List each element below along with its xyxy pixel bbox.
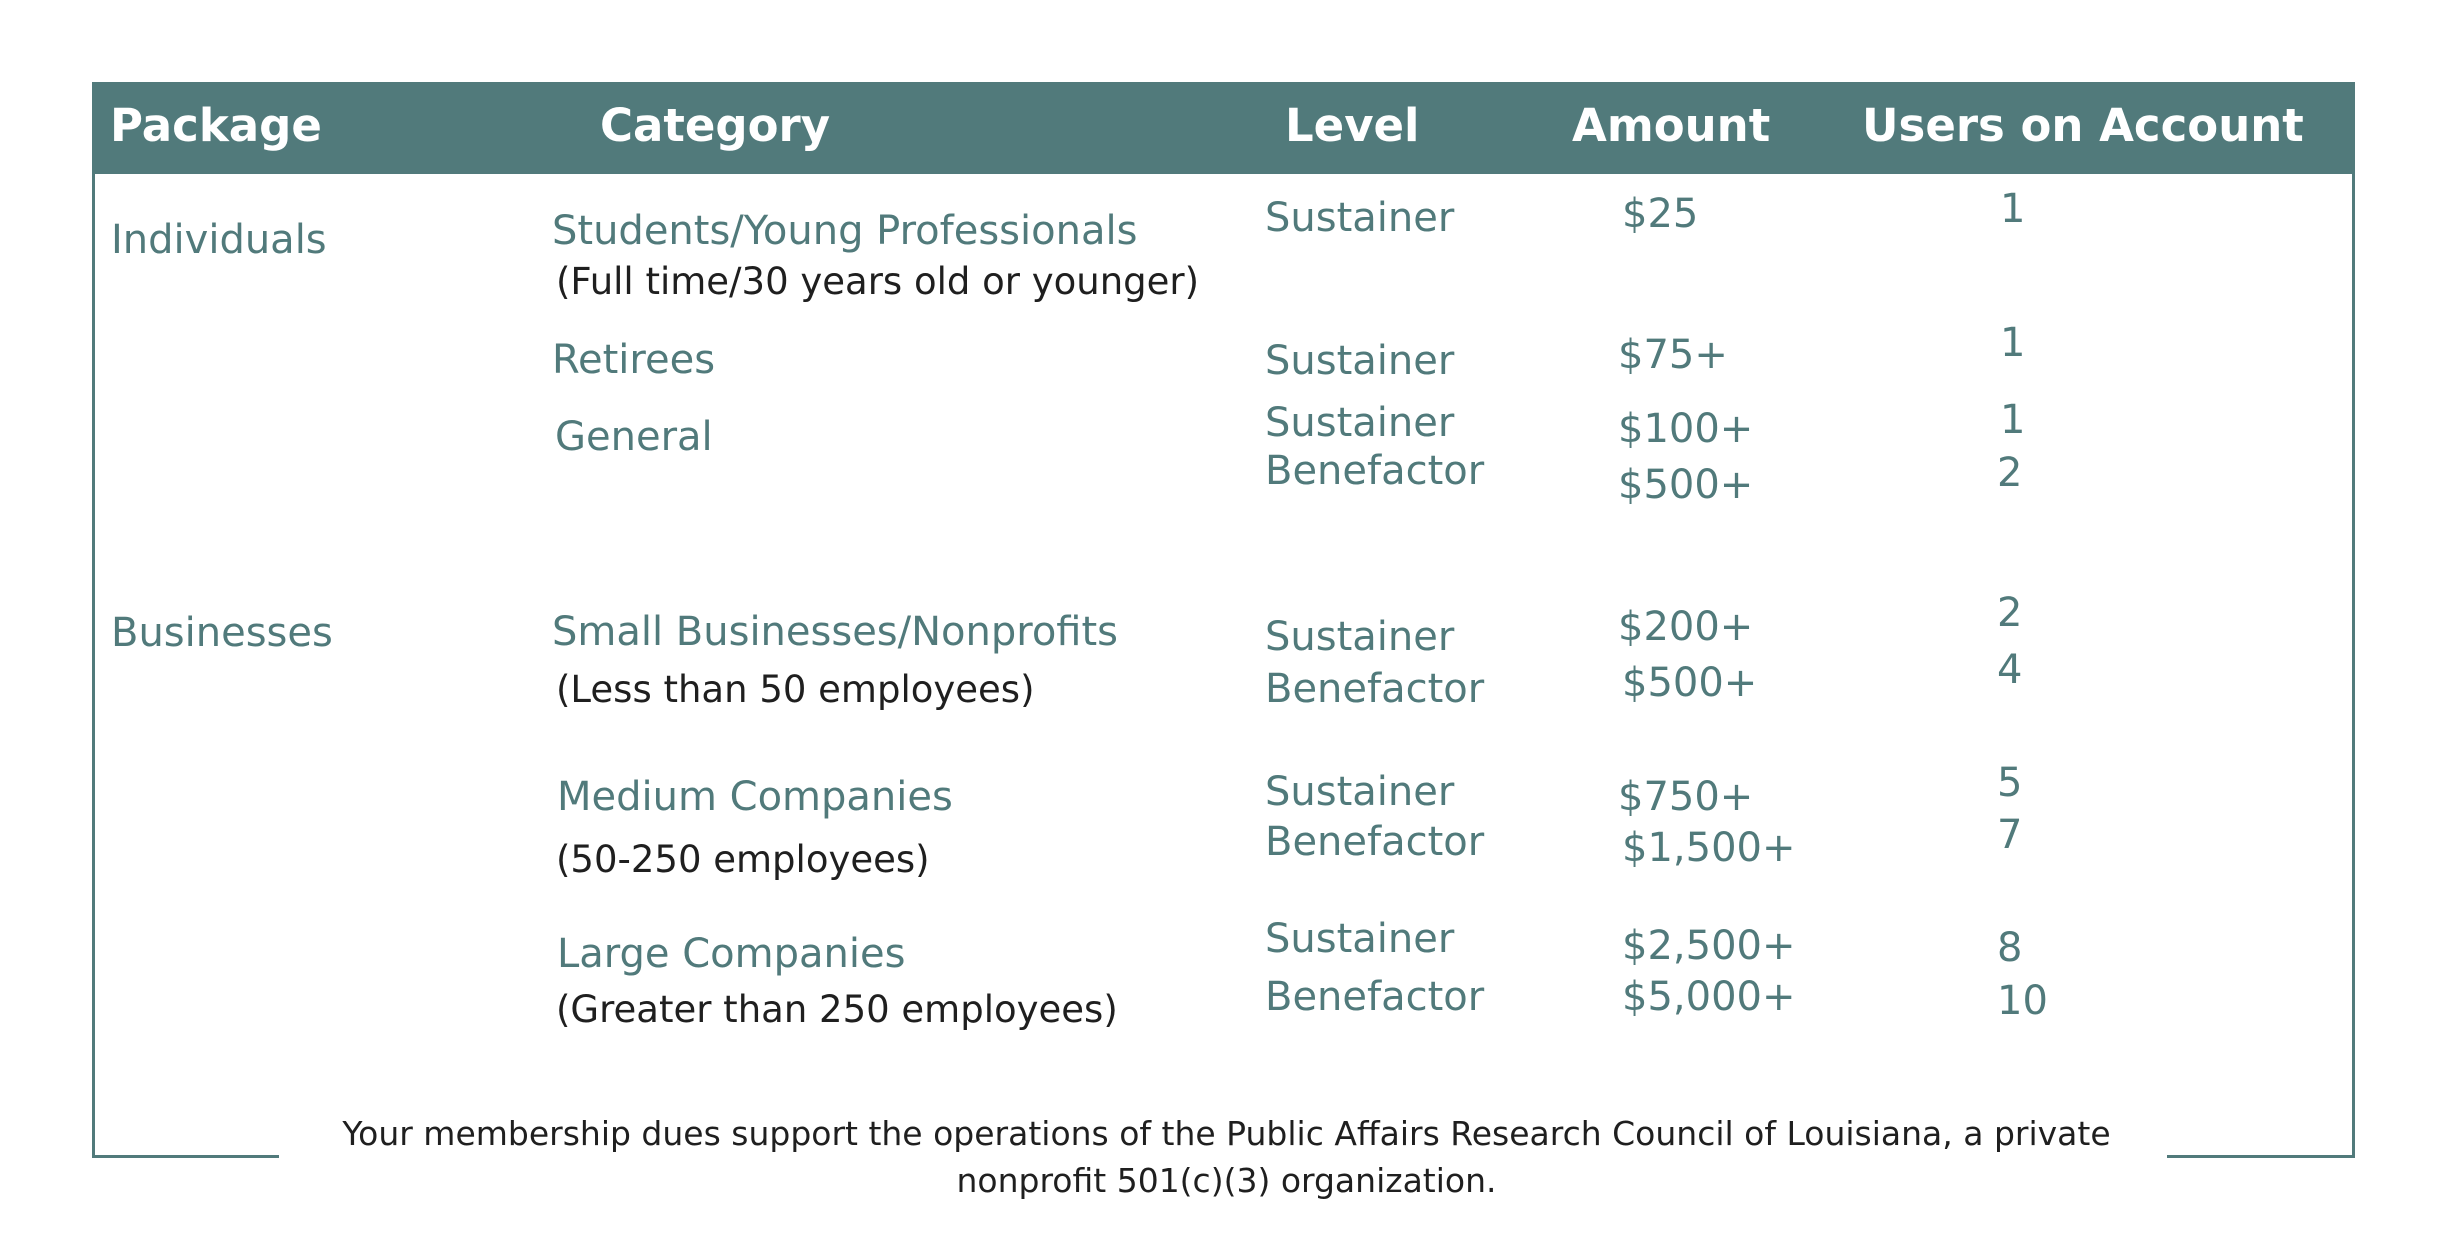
amount-medium-benefactor: $1,500+ <box>1622 825 1796 871</box>
level-students-sustainer: Sustainer <box>1265 195 1455 241</box>
level-retirees-sustainer: Sustainer <box>1265 338 1455 384</box>
category-students: Students/Young Professionals <box>552 208 1138 254</box>
level-small-sustainer: Sustainer <box>1265 614 1455 660</box>
amount-large-sustainer: $2,500+ <box>1622 923 1796 969</box>
amount-small-sustainer: $200+ <box>1618 604 1754 650</box>
users-small-benefactor: 4 <box>1997 647 2023 693</box>
category-medium-companies-note: (50-250 employees) <box>556 838 930 881</box>
level-medium-benefactor: Benefactor <box>1265 819 1485 865</box>
amount-retirees-sustainer: $75+ <box>1618 332 1728 378</box>
level-large-benefactor: Benefactor <box>1265 974 1485 1020</box>
package-individuals: Individuals <box>111 217 327 263</box>
membership-footer-note <box>300 1110 2153 1204</box>
header-amount: Amount <box>1572 99 1771 152</box>
users-large-sustainer: 8 <box>1997 925 2023 971</box>
level-large-sustainer: Sustainer <box>1265 916 1455 962</box>
category-large-companies: Large Companies <box>557 931 906 977</box>
users-general-sustainer: 1 <box>2000 397 2026 443</box>
users-small-sustainer: 2 <box>1997 590 2023 636</box>
frame-bottom-left-rule <box>92 1155 279 1158</box>
category-general: General <box>555 414 713 460</box>
amount-medium-sustainer: $750+ <box>1618 774 1754 820</box>
category-retirees: Retirees <box>552 337 716 383</box>
frame-bottom-right-rule <box>2167 1155 2355 1158</box>
category-students-note: (Full time/30 years old or younger) <box>556 260 1200 303</box>
amount-large-benefactor: $5,000+ <box>1622 974 1796 1020</box>
footer-line-2: nonprofit 501(c)(3) organization. <box>956 1161 1497 1200</box>
level-medium-sustainer: Sustainer <box>1265 769 1455 815</box>
header-level: Level <box>1285 99 1420 152</box>
users-medium-sustainer: 5 <box>1997 760 2023 806</box>
category-large-companies-note: (Greater than 250 employees) <box>556 988 1118 1031</box>
category-small-businesses: Small Businesses/Nonprofits <box>552 609 1119 655</box>
level-small-benefactor: Benefactor <box>1265 666 1485 712</box>
users-general-benefactor: 2 <box>1997 450 2023 496</box>
category-small-businesses-note: (Less than 50 employees) <box>556 668 1035 711</box>
amount-students-sustainer: $25 <box>1622 191 1699 237</box>
users-retirees-sustainer: 1 <box>2000 320 2026 366</box>
amount-general-benefactor: $500+ <box>1618 462 1754 508</box>
users-medium-benefactor: 7 <box>1997 812 2023 858</box>
level-general-benefactor: Benefactor <box>1265 448 1485 494</box>
users-students-sustainer: 1 <box>2000 186 2026 232</box>
footer-line-1: Your membership dues support the operations of the Public Affairs Research Council of Louisiana, a private <box>342 1114 2111 1153</box>
amount-small-benefactor: $500+ <box>1622 660 1758 706</box>
amount-general-sustainer: $100+ <box>1618 406 1754 452</box>
header-category: Category <box>600 99 831 152</box>
users-large-benefactor: 10 <box>1997 978 2048 1024</box>
category-medium-companies: Medium Companies <box>557 774 953 820</box>
package-businesses: Businesses <box>111 610 333 656</box>
level-general-sustainer: Sustainer <box>1265 400 1455 446</box>
header-users-on-account: Users on Account <box>1862 99 2304 152</box>
header-package: Package <box>110 99 322 152</box>
